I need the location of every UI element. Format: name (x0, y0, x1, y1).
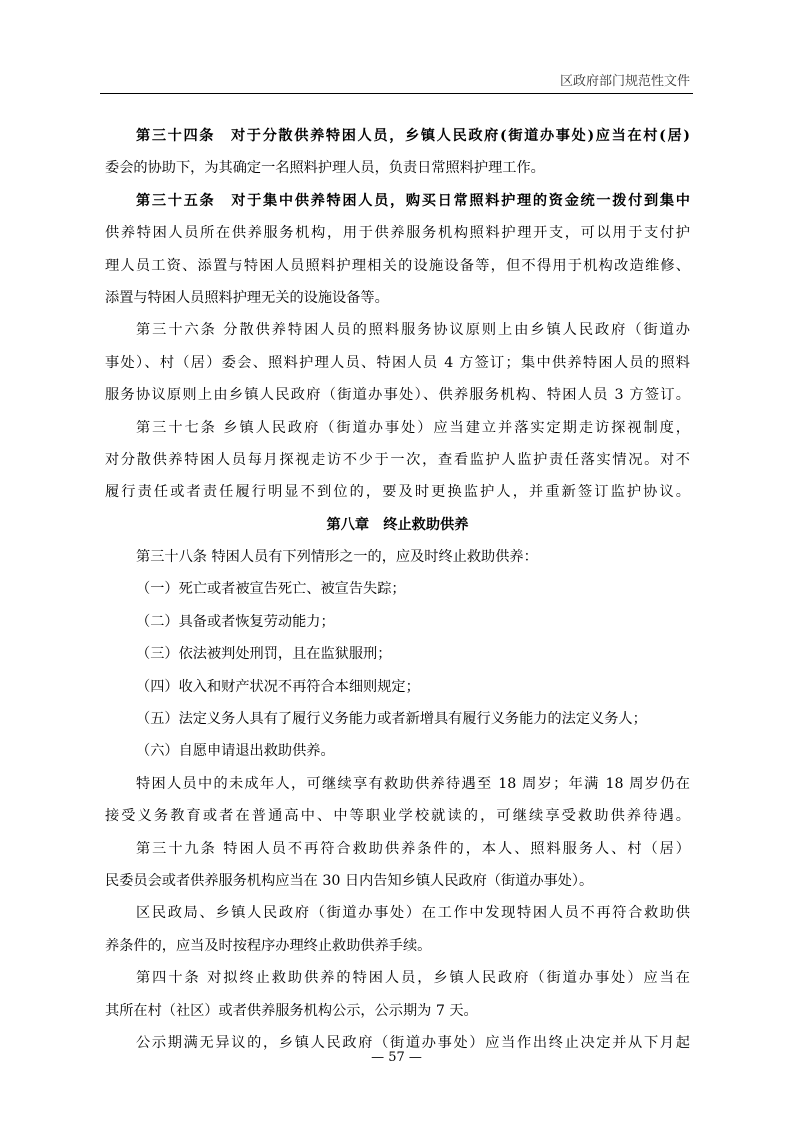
list-item: （五）法定义务人具有了履行义务能力或者新增具有履行义务能力的法定义务人； (136, 711, 647, 728)
article-39-line-2: 民委员会或者供养服务机构应当在 30 日内告知乡镇人民政府（街道办事处）。 (105, 872, 594, 889)
article-39-para-2-line-2: 养条件的，应当及时按程序办理终止救助供养手续。 (105, 937, 432, 954)
list-item: （二）具备或者恢复劳动能力； (136, 613, 335, 630)
article-36-line-1: 第三十六条 分散供养特困人员的照料服务协议原则上由乡镇人民政府（街道办 (136, 322, 690, 339)
article-35-line-1: 第三十五条 对于集中供养特困人员，购买日常照料护理的资金统一拨付到集中 (136, 192, 690, 209)
article-39-para-2-line-1: 区民政局、乡镇人民政府（街道办事处）在工作中发现特困人员不再符合救助供 (136, 905, 690, 922)
header-divider (100, 93, 693, 94)
page-number: — 57 — (371, 1050, 422, 1065)
minor-provision-line-2: 接受义务教育或者在普通高中、中等职业学校就读的，可继续享受救助供养待遇。 (105, 808, 690, 825)
article-34-line-1: 第三十四条 对于分散供养特困人员，乡镇人民政府(街道办事处)应当在村(居) (136, 128, 690, 144)
article-37-line-1: 第三十七条 乡镇人民政府（街道办事处）应当建立并落实定期走访探视制度， (136, 419, 690, 436)
article-35-line-4: 添置与特困人员照料护理无关的设施设备等。 (105, 289, 389, 306)
list-item: （六）自愿申请退出救助供养。 (136, 743, 335, 760)
article-34-line-2: 委会的协助下，为其确定一名照料护理人员，负责日常照料护理工作。 (105, 160, 545, 177)
article-39-line-1: 第三十九条 特困人员不再符合救助供养条件的，本人、照料服务人、村（居） (136, 840, 690, 857)
article-40-line-2: 其所在村（社区）或者供养服务机构公示，公示期为 7 天。 (105, 1002, 478, 1019)
document-body (105, 120, 690, 1059)
article-40-line-1: 第四十条 对拟终止救助供养的特困人员，乡镇人民政府（街道办事处）应当在 (136, 970, 690, 987)
article-38-intro: 第三十八条 特困人员有下列情形之一的，应及时终止救助供养： (136, 549, 538, 566)
chapter-heading: 第八章 终止救助供养 (326, 516, 469, 533)
article-37-line-3: 履行责任或者责任履行明显不到位的，要及时更换监护人，并重新签订监护协议。 (105, 484, 690, 501)
minor-provision-line-1: 特困人员中的未成年人，可继续享有救助供养待遇至 18 周岁；年满 18 周岁仍在 (136, 775, 690, 792)
article-37-line-2: 对分散供养特困人员每月探视走访不少于一次，查看监护人监护责任落实情况。对不 (105, 451, 690, 468)
list-item: （四）收入和财产状况不再符合本细则规定； (136, 678, 420, 695)
list-item: （三）依法被判处刑罚，且在监狱服刑； (136, 646, 392, 663)
article-36-line-2: 事处）、村（居）委会、照料护理人员、特困人员 4 方签订；集中供养特困人员的照料 (105, 354, 690, 371)
article-36-line-3: 服务协议原则上由乡镇人民政府（街道办事处）、供养服务机构、特困人员 3 方签订。 (105, 387, 690, 404)
list-item: （一）死亡或者被宣告死亡、被宣告失踪； (136, 581, 406, 598)
document-header: 区政府部门规范性文件 (559, 74, 690, 89)
article-35-line-3: 理人员工资、添置与特困人员照料护理相关的设施设备等，但不得用于机构改造维修、 (105, 257, 690, 274)
article-35-line-2: 供养特困人员所在供养服务机构，用于供养服务机构照料护理开支，可以用于支付护 (105, 225, 690, 242)
publicity-paragraph-line-1: 公示期满无异议的，乡镇人民政府（街道办事处）应当作出终止决定并从下月起 (136, 1034, 690, 1051)
